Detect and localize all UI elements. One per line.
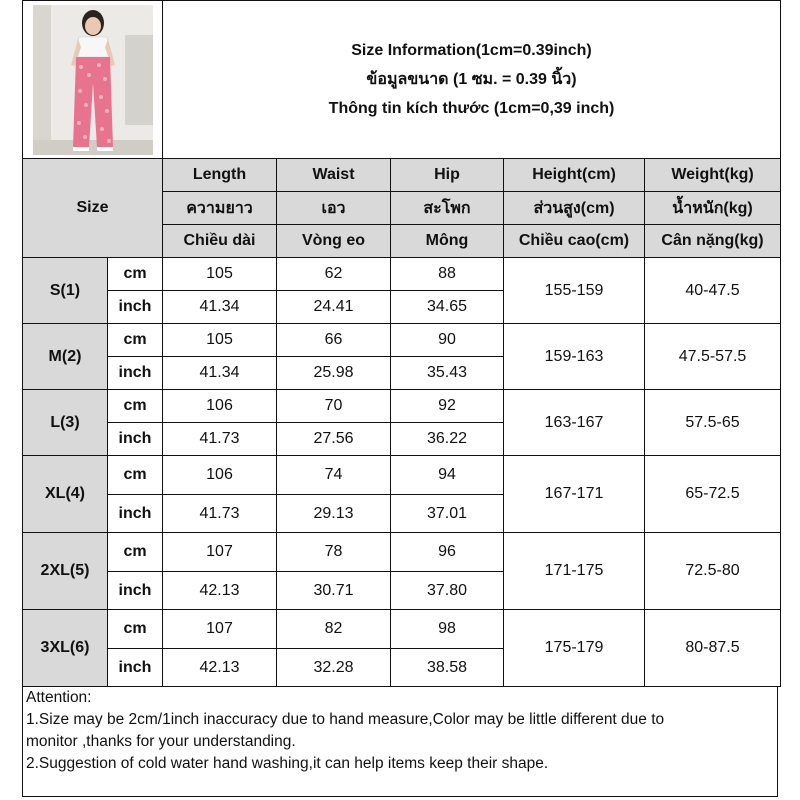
size-l-label: L(3) <box>23 390 108 456</box>
waist-cm: 66 <box>277 324 391 357</box>
waist-cm: 78 <box>277 533 391 572</box>
weight-range: 65-72.5 <box>645 456 781 533</box>
length-inch: 41.34 <box>163 357 277 390</box>
product-photo <box>33 5 153 155</box>
size-2xl-label: 2XL(5) <box>23 533 108 610</box>
unit-cm: cm <box>108 610 163 649</box>
col-hip-vi: Mông <box>391 225 504 258</box>
col-weight-vi: Cân nặng(kg) <box>645 225 781 258</box>
length-inch: 41.34 <box>163 291 277 324</box>
waist-cm: 82 <box>277 610 391 649</box>
length-cm: 105 <box>163 324 277 357</box>
length-cm: 106 <box>163 456 277 495</box>
size-xl-label: XL(4) <box>23 456 108 533</box>
waist-cm: 74 <box>277 456 391 495</box>
unit-cm: cm <box>108 258 163 291</box>
unit-cm: cm <box>108 456 163 495</box>
waist-cm: 62 <box>277 258 391 291</box>
size-info-title <box>163 1 781 159</box>
weight-range: 40-47.5 <box>645 258 781 324</box>
unit-inch: inch <box>108 357 163 390</box>
weight-range: 72.5-80 <box>645 533 781 610</box>
note-line-2: 2.Suggestion of cold water hand washing,it can help items keep their shape. <box>26 755 549 772</box>
hip-inch: 35.43 <box>391 357 504 390</box>
notes-heading: Attention: <box>26 689 92 706</box>
title-thai: ข้อมูลขนาด (1 ซม. = 0.39 นิ้ว) <box>366 71 577 88</box>
note-line-1b: monitor ,thanks for your understanding. <box>26 733 296 750</box>
col-height-th: ส่วนสูง(cm) <box>504 192 645 225</box>
hip-cm: 90 <box>391 324 504 357</box>
height-range: 163-167 <box>504 390 645 456</box>
col-hip-en: Hip <box>391 159 504 192</box>
size-s-label: S(1) <box>23 258 108 324</box>
height-range: 175-179 <box>504 610 645 687</box>
height-range: 155-159 <box>504 258 645 324</box>
hip-cm: 88 <box>391 258 504 291</box>
size-chart <box>22 0 780 800</box>
size-3xl-label: 3XL(6) <box>23 610 108 687</box>
hip-inch: 37.80 <box>391 572 504 610</box>
hip-inch: 38.58 <box>391 649 504 687</box>
height-range: 167-171 <box>504 456 645 533</box>
waist-inch: 30.71 <box>277 572 391 610</box>
product-photo-cell <box>23 1 163 159</box>
waist-inch: 25.98 <box>277 357 391 390</box>
note-line-1a: 1.Size may be 2cm/1inch inaccuracy due to hand measure,Color may be little different due to <box>26 711 665 728</box>
waist-inch: 29.13 <box>277 495 391 533</box>
height-range: 171-175 <box>504 533 645 610</box>
size-m-label: M(2) <box>23 324 108 390</box>
hip-cm: 98 <box>391 610 504 649</box>
hip-cm: 94 <box>391 456 504 495</box>
length-cm: 105 <box>163 258 277 291</box>
col-height-en: Height(cm) <box>504 159 645 192</box>
unit-inch: inch <box>108 423 163 456</box>
size-table <box>22 0 781 687</box>
col-length-en: Length <box>163 159 277 192</box>
length-inch: 41.73 <box>163 423 277 456</box>
col-waist-th: เอว <box>277 192 391 225</box>
size-header: Size <box>23 159 163 258</box>
length-cm: 106 <box>163 390 277 423</box>
length-inch: 41.73 <box>163 495 277 533</box>
col-weight-th: น้ำหนัก(kg) <box>645 192 781 225</box>
col-length-vi: Chiều dài <box>163 225 277 258</box>
unit-inch: inch <box>108 291 163 324</box>
waist-cm: 70 <box>277 390 391 423</box>
title-vietnamese: Thông tin kích thước (1cm=0,39 inch) <box>328 100 615 117</box>
title-english: Size Information(1cm=0.39inch) <box>351 42 592 59</box>
unit-inch: inch <box>108 649 163 687</box>
hip-inch: 37.01 <box>391 495 504 533</box>
weight-range: 80-87.5 <box>645 610 781 687</box>
weight-range: 57.5-65 <box>645 390 781 456</box>
attention-notes <box>22 687 778 797</box>
waist-inch: 32.28 <box>277 649 391 687</box>
waist-inch: 27.56 <box>277 423 391 456</box>
height-range: 159-163 <box>504 324 645 390</box>
col-length-th: ความยาว <box>163 192 277 225</box>
model-in-pants-image <box>33 5 153 155</box>
col-waist-en: Waist <box>277 159 391 192</box>
col-height-vi: Chiều cao(cm) <box>504 225 645 258</box>
hip-inch: 34.65 <box>391 291 504 324</box>
unit-cm: cm <box>108 324 163 357</box>
waist-inch: 24.41 <box>277 291 391 324</box>
length-inch: 42.13 <box>163 572 277 610</box>
col-hip-th: สะโพก <box>391 192 504 225</box>
hip-cm: 92 <box>391 390 504 423</box>
unit-inch: inch <box>108 572 163 610</box>
unit-cm: cm <box>108 390 163 423</box>
length-cm: 107 <box>163 533 277 572</box>
hip-inch: 36.22 <box>391 423 504 456</box>
col-waist-vi: Vòng eo <box>277 225 391 258</box>
unit-inch: inch <box>108 495 163 533</box>
length-inch: 42.13 <box>163 649 277 687</box>
unit-cm: cm <box>108 533 163 572</box>
length-cm: 107 <box>163 610 277 649</box>
hip-cm: 96 <box>391 533 504 572</box>
col-weight-en: Weight(kg) <box>645 159 781 192</box>
weight-range: 47.5-57.5 <box>645 324 781 390</box>
